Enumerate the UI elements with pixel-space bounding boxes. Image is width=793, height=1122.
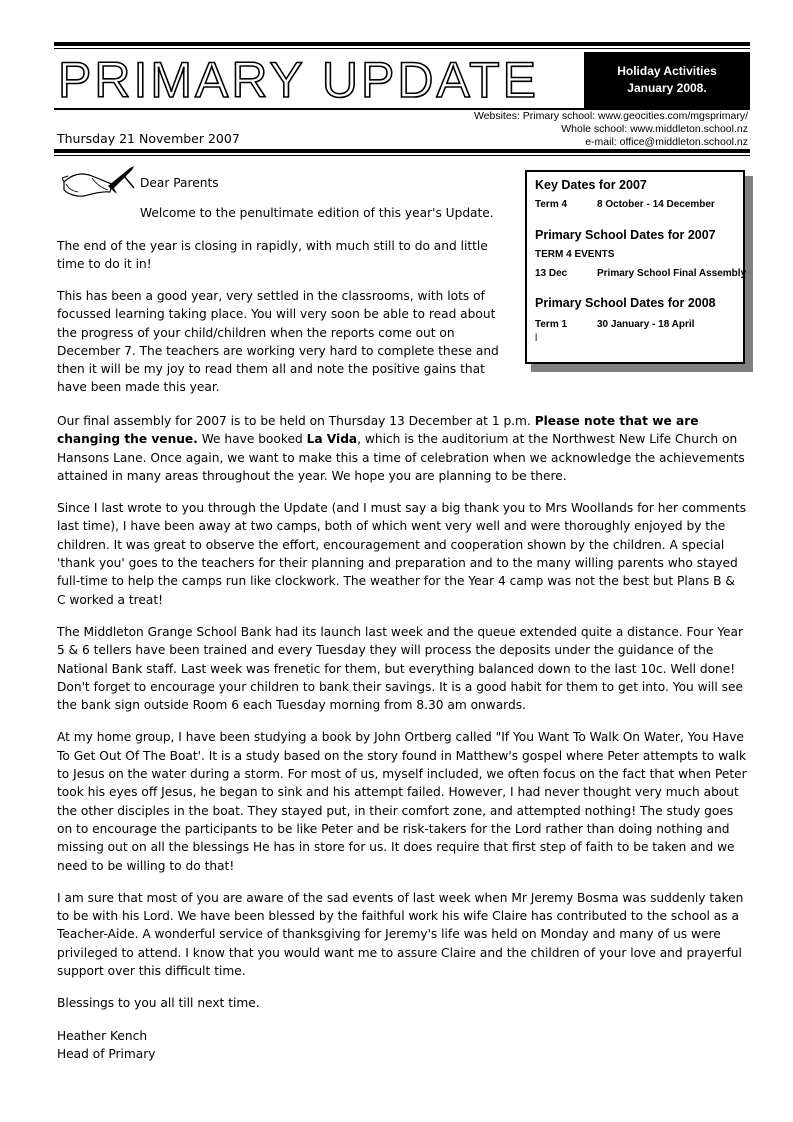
masthead-title: PRIMARY UPDATE <box>58 52 539 108</box>
term1-dates: 30 January - 18 April <box>597 319 695 330</box>
closing-line: Blessings to you all till next time. <box>57 996 260 1011</box>
paragraph-final-assembly <box>57 412 747 485</box>
websites-line-email[interactable]: e-mail: office@middleton.school.nz <box>585 136 748 148</box>
venue-name: La Vida <box>306 432 358 447</box>
websites-line-whole-school[interactable]: Whole school: www.middleton.school.nz <box>561 123 748 135</box>
key-dates-heading: Key Dates for 2007 <box>535 178 647 192</box>
assembly-text-b: We have booked <box>197 432 307 447</box>
masthead-box-line1: Holiday Activities <box>617 64 717 78</box>
header-rule-top-thick <box>54 42 750 46</box>
assembly-text-c: , which is the auditorium at the Northwest New Life Church on Hansons Lane. Once again, we want to make this a time of celebration when we acknowledge the achievements attained in many areas throughout the year. We hope you are planning to be there. <box>57 432 745 483</box>
salutation: Dear Parents <box>140 176 219 190</box>
signature-name: Heather Kench <box>57 1028 148 1043</box>
term4-dates: 8 October - 14 December <box>597 199 715 210</box>
term4-label: Term 4 <box>535 199 568 210</box>
term4-events-label: TERM 4 EVENTS <box>535 249 615 260</box>
masthead-box <box>584 52 750 110</box>
header-rule-top-thin <box>54 48 750 49</box>
primary-dates-2007-heading: Primary School Dates for 2007 <box>535 228 716 242</box>
welcome-line: Welcome to the penultimate edition of this year's Update. <box>140 206 494 220</box>
event-name: Primary School Final Assembly <box>597 268 747 279</box>
paragraph-home-group: At my home group, I have been studying a book by John Ortberg called "If You Want To Walk On Water, You Have To Get Out Of The Boat'. It is a study based on the story found in Matthew's gospel where Peter attempts to walk to Jesus on the water during a storm. For most of us, myself included, we often focus on the fact that when Peter took his eyes off Jesus, he began to sink and his attempt failed. However, I had never thought very much about the other disciples in the boat. They stayed put, in their comfort zone, and attempted nothing! The study goes on to encourage the participants to be like Peter and be risk-takers for the Lord rather than doing nothing and missing out on all the blessings He has in store for us. It does require that first step of faith to be taken and we need to be willing to do that! <box>57 730 747 873</box>
paragraph-year-end: The end of the year is closing in rapidly, with much still to do and little time to do it in! <box>57 239 488 272</box>
masthead-box-line2: January 2008. <box>627 81 707 95</box>
stray-mark: l <box>535 333 538 344</box>
paragraph-good-year: This has been a good year, very settled in the classrooms, with lots of focussed learning taking place. You will very soon be able to read about the progress of your child/children when the reports come out on December 7. The teachers are working very hard to complete these and then it will be my joy to read them all and note the positive gains that have been made this year. <box>57 289 499 395</box>
websites-line-primary[interactable]: Websites: Primary school: www.geocities.com/mgsprimary/ <box>473 110 748 122</box>
signature-title: Head of Primary <box>57 1046 156 1061</box>
header-rule-bottom-thick <box>54 149 750 153</box>
event-date: 13 Dec <box>535 268 568 279</box>
primary-dates-2008-heading: Primary School Dates for 2008 <box>535 296 716 310</box>
paragraph-school-bank: The Middleton Grange School Bank had its launch last week and the queue extended quite a distance. Four Year 5 & 6 tellers have been trained and every Tuesday they will process the deposits under the guidance of the National Bank staff. Last week was frenetic for them, but everything balanced down to the last 10c. Well done! Don't forget to encourage your children to bank their savings. It is a good habit for them to get into. You will see the bank sign outside Room 6 each Tuesday morning from 8.30 am onwards. <box>57 624 744 713</box>
quill-hand-icon <box>62 164 140 204</box>
term1-label: Term 1 <box>535 319 568 330</box>
header-rule-bottom-thin <box>54 155 750 156</box>
websites-block <box>474 110 748 149</box>
assembly-text-a: Our final assembly for 2007 is to be held on Thursday 13 December at 1 p.m. <box>57 414 535 428</box>
issue-date: Thursday 21 November 2007 <box>57 131 240 146</box>
paragraph-bereavement: I am sure that most of you are aware of the sad events of last week when Mr Jeremy Bosma was suddenly taken to be with his Lord. We have been blessed by the faithful work his wife Claire has contributed to the school as a Teacher-Aide. A wonderful service of thanksgiving for Jeremy's life was held on Monday and many of us were privileged to attend. I know that you would want me to assure Claire and the children of your love and prayerful support over this difficult time. <box>57 890 744 979</box>
key-dates-box <box>525 170 745 364</box>
venue-change-notice: Please note that we are changing the venue. <box>57 414 699 447</box>
letter-body <box>57 412 747 1063</box>
paragraph-camps: Since I last wrote to you through the Update (and I must say a big thank you to Mrs Woollands for her comments last time), I have been away at two camps, both of which went very well and were thoroughly enjoyed by the children. It was great to observe the effort, encouragement and cooperation shown by the children. A special 'thank you' goes to the teachers for their planning and preparation and to the many willing parents who stayed full-time to help the camps run like clockwork. The weather for the Year 4 camp was not the best but Plans B & C worked a treat! <box>57 501 747 607</box>
